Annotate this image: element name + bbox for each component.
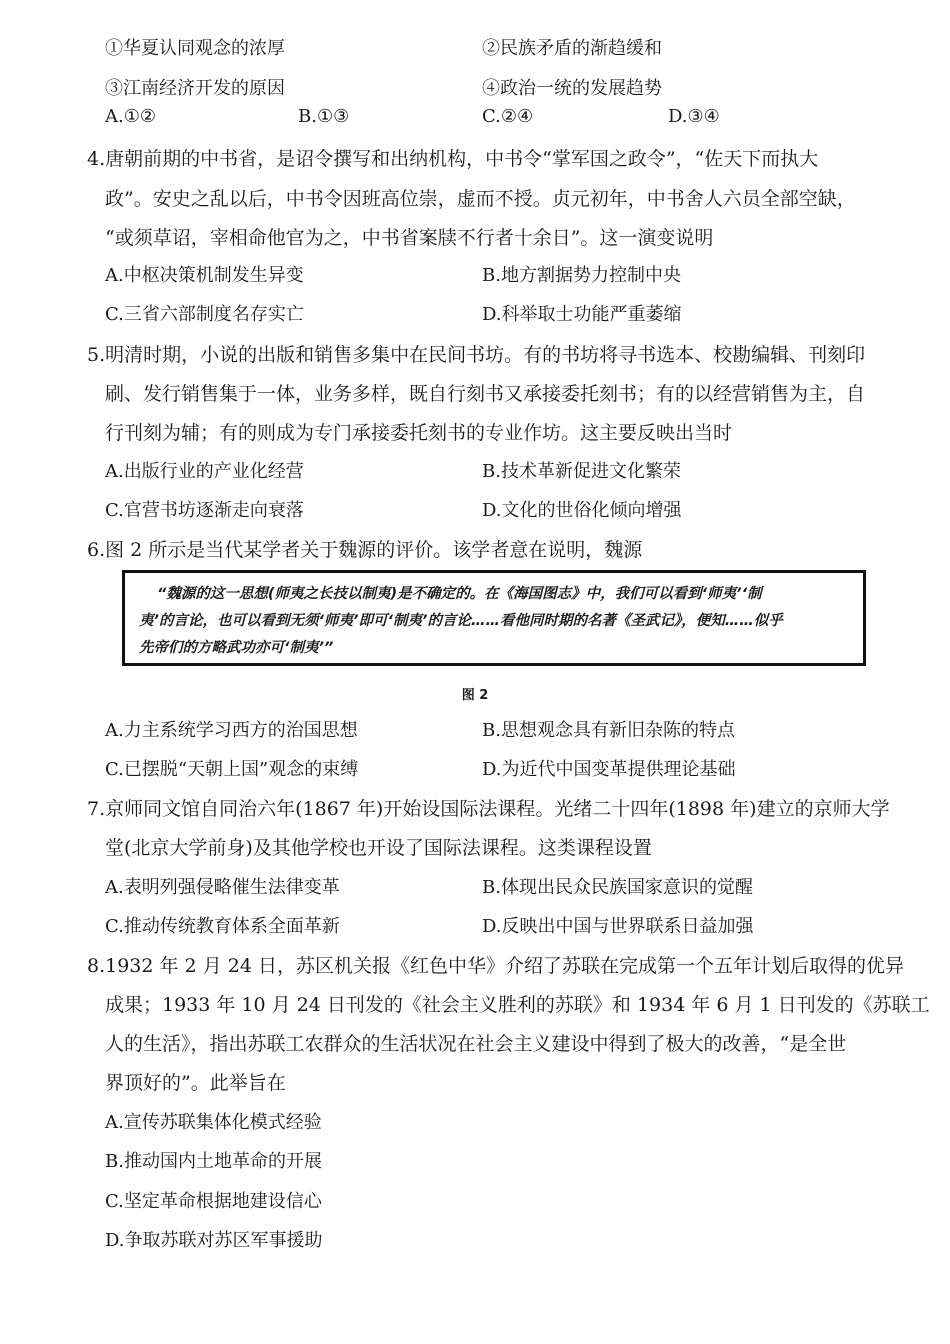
q3-item-1: ①华夏认同观念的浓厚 [105, 38, 285, 59]
q8-stem-line-1: 8.1932 年 2 月 24 日，苏区机关报《红色中华》介绍了苏联在完成第一个五年计划后取得的优异 [87, 955, 904, 977]
q8-stem-line-4: 界顶好的”。此举旨在 [105, 1072, 286, 1094]
q8-option-b: B.推动国内土地革命的开展 [105, 1151, 322, 1172]
q4-option-d: D.科举取士功能严重萎缩 [482, 304, 682, 325]
q6-option-a: A.力主系统学习西方的治国思想 [105, 720, 358, 741]
q5-stem-line-1: 5.明清时期，小说的出版和销售多集中在民间书坊。有的书坊将寻书选本、校勘编辑、刊刻印 [87, 344, 866, 366]
q4-option-b: B.地方割据势力控制中央 [482, 265, 681, 286]
q3-option-a: A.①② [105, 106, 156, 127]
q6-stem: 6.图 2 所示是当代某学者关于魏源的评价。该学者意在说明，魏源 [87, 539, 643, 561]
q7-stem-line-2: 堂(北京大学前身)及其他学校也开设了国际法课程。这类课程设置 [105, 837, 652, 859]
q4-option-a: A.中枢决策机制发生异变 [105, 265, 304, 286]
figure-2-quote-box [122, 570, 866, 666]
q4-stem-line-1: 4.唐朝前期的中书省，是诏令撰写和出纳机构，中书令“掌军国之政令”，“佐天下而执大 [87, 148, 819, 170]
q5-option-a: A.出版行业的产业化经营 [105, 461, 304, 482]
q8-option-d: D.争取苏联对苏区军事援助 [105, 1230, 323, 1251]
figure-2-quote-line-3: 先帝们的方略武功亦可‘制夷’” [139, 640, 334, 656]
q5-option-d: D.文化的世俗化倾向增强 [482, 500, 682, 521]
q6-option-d: D.为近代中国变革提供理论基础 [482, 759, 736, 780]
q7-option-a: A.表明列强侵略催生法律变革 [105, 877, 340, 898]
q8-stem-line-2: 成果；1933 年 10 月 24 日刊发的《社会主义胜利的苏联》和 1934 年 6 月 1 日刊发的《苏联工 [105, 994, 930, 1016]
q8-option-c: C.坚定革命根据地建设信心 [105, 1191, 322, 1212]
q3-option-d: D.③④ [668, 106, 720, 127]
q8-stem-line-3: 人的生活》，指出苏联工农群众的生活状况在社会主义建设中得到了极大的改善，“是全世 [105, 1033, 847, 1055]
q3-option-c: C.②④ [482, 106, 534, 127]
q3-item-2: ②民族矛盾的渐趋缓和 [482, 38, 662, 59]
q7-option-b: B.体现出民众民族国家意识的觉醒 [482, 877, 753, 898]
figure-2-caption: 图 2 [461, 688, 489, 703]
q3-item-4: ④政治一统的发展趋势 [482, 78, 662, 99]
q7-stem-line-1: 7.京师同文馆自同治六年(1867 年)开始设国际法课程。光绪二十四年(1898 年)建立的京师大学 [87, 798, 890, 820]
q5-stem-line-2: 刷、发行销售集于一体，业务多样，既自行刻书又承接委托刻书；有的以经营销售为主，自 [105, 383, 866, 405]
q4-stem-line-2: 政”。安史之乱以后，中书令因班高位崇，虚而不授。贞元初年，中书舍人六员全部空缺， [105, 188, 856, 210]
q3-item-3: ③江南经济开发的原因 [105, 78, 285, 99]
q6-option-b: B.思想观念具有新旧杂陈的特点 [482, 720, 735, 741]
q4-option-c: C.三省六部制度名存实亡 [105, 304, 304, 325]
q8-option-a: A.宣传苏联集体化模式经验 [105, 1112, 322, 1133]
q7-option-c: C.推动传统教育体系全面革新 [105, 916, 340, 937]
q4-stem-line-3: “或须草诏，宰相命他官为之，中书省案牍不行者十余日”。这一演变说明 [105, 227, 714, 249]
q7-option-d: D.反映出中国与世界联系日益加强 [482, 916, 754, 937]
figure-2-quote-line-1: “魏源的这一思想(师夷之长技以制夷)是不确定的。在《海国图志》中，我们可以看到‘师夷’‘制 [157, 586, 762, 602]
figure-2-quote-line-2: 夷’的言论，也可以看到无须‘师夷’即可‘制夷’的言论……看他同时期的名著《圣武记》，便知……似乎 [139, 613, 783, 629]
q6-option-c: C.已摆脱“天朝上国”观念的束缚 [105, 759, 359, 780]
q3-option-b: B.①③ [298, 106, 350, 127]
q5-option-c: C.官营书坊逐渐走向衰落 [105, 500, 304, 521]
q5-option-b: B.技术革新促进文化繁荣 [482, 461, 681, 482]
q5-stem-line-3: 行刊刻为辅；有的则成为专门承接委托刻书的专业作坊。这主要反映出当时 [105, 422, 733, 444]
